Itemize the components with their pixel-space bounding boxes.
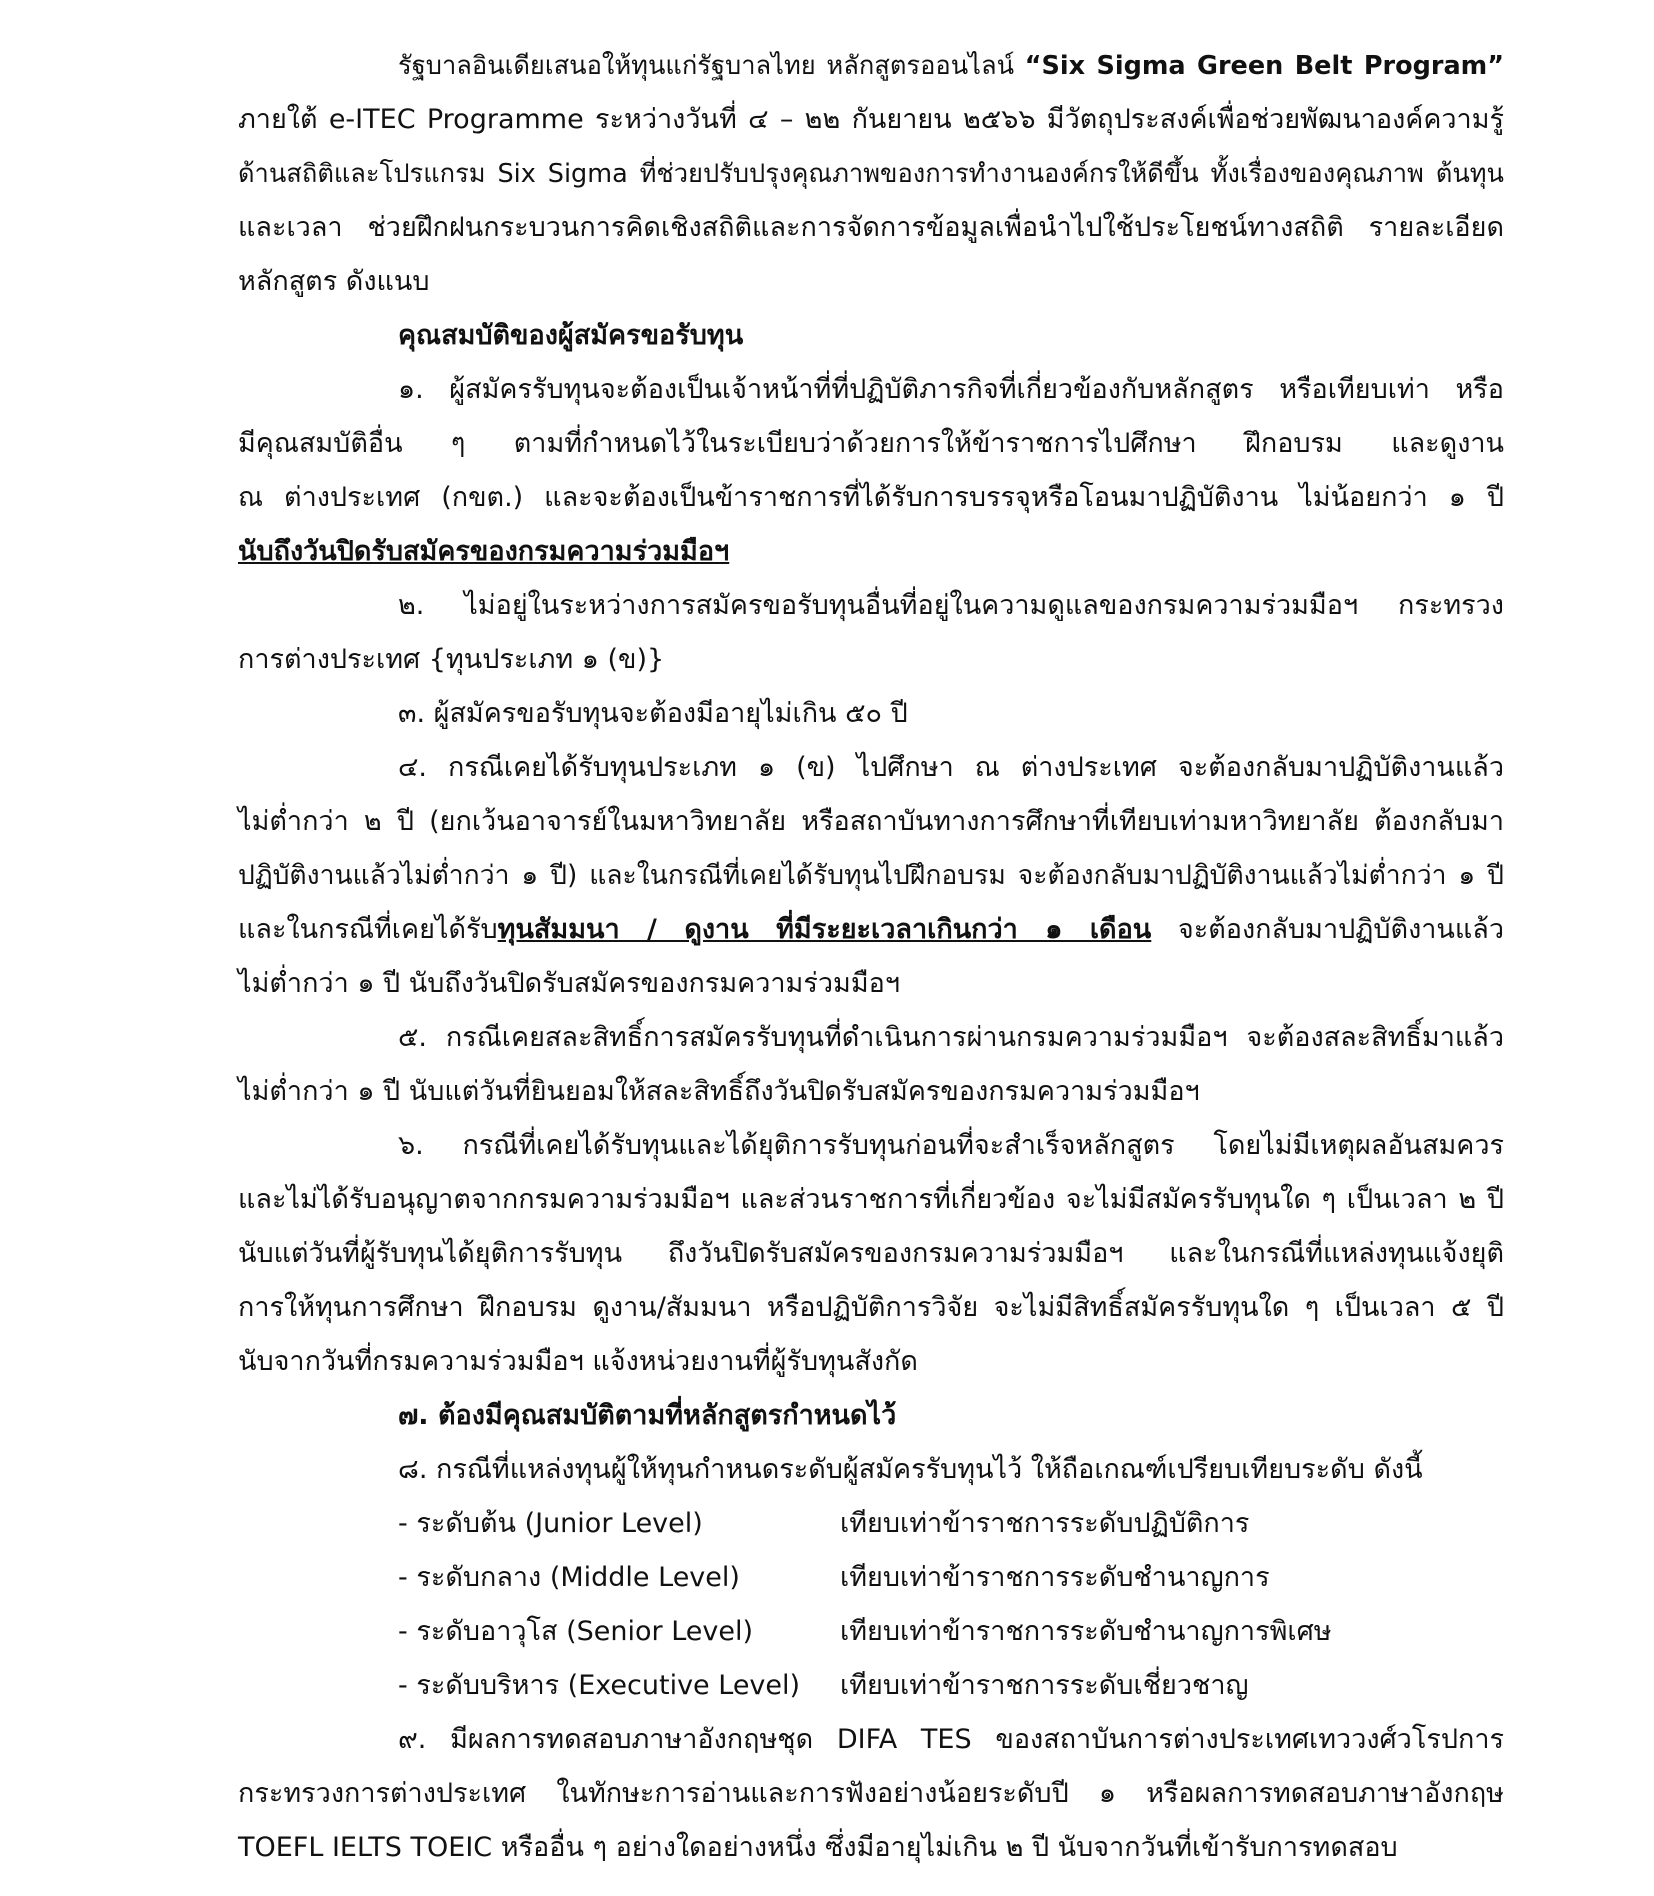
item9-line-1: ๙. มีผลการทดสอบภาษาอังกฤษชุด DIFA TES ของสถาบันการต่างประเทศเทววงศ์วโรปการ [398,1724,1504,1755]
intro-line-5: หลักสูตร ดังแนบ [238,266,430,297]
item4-line-1: ๔. กรณีเคยได้รับทุนประเภท ๑ (ข) ไปศึกษา ณ ต่างประเทศ จะต้องกลับมาปฏิบัติงานแล้ว [398,752,1504,783]
item9-line-2: กระทรวงการต่างประเทศ ในทักษะการอ่านและการฟังอย่างน้อยระดับปี ๑ หรือผลการทดสอบภาษาอังกฤษ [238,1778,1504,1809]
level-junior-name: - ระดับต้น (Junior Level) [398,1508,703,1539]
item4-text-end: จะต้องกลับมาปฏิบัติงานแล้ว [1151,914,1504,945]
item6-line-5: นับจากวันที่กรมความร่วมมือฯ แจ้งหน่วยงานที่ผู้รับทุนสังกัด [238,1346,918,1377]
item1-line-2: มีคุณสมบัติอื่น ๆ ตามที่กำหนดไว้ในระเบียบว่าด้วยการให้ข้าราชการไปศึกษา ฝึกอบรม และดูงาน [238,428,1504,459]
level-middle-name: - ระดับกลาง (Middle Level) [398,1562,740,1593]
item2-line-2: การต่างประเทศ {ทุนประเภท ๑ (ข)} [238,644,665,675]
level-executive-equivalent: เทียบเท่าข้าราชการระดับเชี่ยวชาญ [840,1670,1249,1701]
item4-text: และในกรณีที่เคยได้รับ [238,914,498,945]
section-heading: คุณสมบัติของผู้สมัครขอรับทุน [398,320,744,351]
intro-line-1 [398,46,1504,86]
item7-line-1: ๗. ต้องมีคุณสมบัติตามที่หลักสูตรกำหนดไว้ [398,1400,897,1431]
item4-line-4 [238,910,1504,950]
item1-line-4: นับถึงวันปิดรับสมัครของกรมความร่วมมือฯ [238,536,730,567]
level-middle-equivalent: เทียบเท่าข้าราชการระดับชำนาญการ [840,1562,1270,1593]
item4-line-2: ไม่ต่ำกว่า ๒ ปี (ยกเว้นอาจารย์ในมหาวิทยาลัย หรือสถาบันทางการศึกษาที่เทียบเท่ามหาวิทยาลัย ต้องกลับมา [238,806,1504,837]
item2-line-1: ๒. ไม่อยู่ในระหว่างการสมัครขอรับทุนอื่นที่อยู่ในความดูแลของกรมความร่วมมือฯ กระทรวง [398,590,1504,621]
level-junior-equivalent: เทียบเท่าข้าราชการระดับปฏิบัติการ [840,1508,1250,1539]
item5-line-1: ๕. กรณีเคยสละสิทธิ์การสมัครรับทุนที่ดำเนินการผ่านกรมความร่วมมือฯ จะต้องสละสิทธิ์มาแล้ว [398,1022,1504,1053]
item1-line-1: ๑. ผู้สมัครรับทุนจะต้องเป็นเจ้าหน้าที่ที่ปฏิบัติภารกิจที่เกี่ยวข้องกับหลักสูตร หรือเทียบเท่า หรือ [398,374,1504,405]
item4-emphasis: ทุนสัมมนา / ดูงาน ที่มีระยะเวลาเกินกว่า ๑ เดือน [497,914,1152,945]
intro-line-3: ด้านสถิติและโปรแกรม Six Sigma ที่ช่วยปรับปรุงคุณภาพของการทำงานองค์กรให้ดีขึ้น ทั้งเรื่องของคุณภาพ ต้นทุน [238,159,1504,189]
item3-line-1: ๓. ผู้สมัครขอรับทุนจะต้องมีอายุไม่เกิน ๕๐ ปี [398,698,908,729]
level-executive-name: - ระดับบริหาร (Executive Level) [398,1670,801,1701]
level-senior-equivalent: เทียบเท่าข้าราชการระดับชำนาญการพิเศษ [840,1616,1332,1647]
item8-line-1: ๘. กรณีที่แหล่งทุนผู้ให้ทุนกำหนดระดับผู้สมัครรับทุนไว้ ให้ถือเกณฑ์เปรียบเทียบระดับ ดังนี้ [398,1454,1423,1485]
item4-line-3: ปฏิบัติงานแล้วไม่ต่ำกว่า ๑ ปี) และในกรณีที่เคยได้รับทุนไปฝึกอบรม จะต้องกลับมาปฏิบัติงานแล้วไม่ต่ำกว่า ๑ ปี [238,860,1504,891]
item4-line-5: ไม่ต่ำกว่า ๑ ปี นับถึงวันปิดรับสมัครของกรมความร่วมมือฯ [238,968,900,999]
item6-line-1: ๖. กรณีที่เคยได้รับทุนและได้ยุติการรับทุนก่อนที่จะสำเร็จหลักสูตร โดยไม่มีเหตุผลอันสมควร [398,1130,1504,1161]
item1-line-3: ณ ต่างประเทศ (กขต.) และจะต้องเป็นข้าราชการที่ได้รับการบรรจุหรือโอนมาปฏิบัติงาน ไม่น้อยกว่า ๑ ปี [238,482,1504,513]
program-name: “Six Sigma Green Belt Program” [1024,51,1504,81]
intro-line-2: ภายใต้ e-ITEC Programme ระหว่างวันที่ ๔ – ๒๒ กันยายน ๒๕๖๖ มีวัตถุประสงค์เพื่อช่วยพัฒนาองค์ความรู้ [238,104,1504,135]
item6-line-4: การให้ทุนการศึกษา ฝึกอบรม ดูงาน/สัมมนา หรือปฏิบัติการวิจัย จะไม่มีสิทธิ์สมัครรับทุนใด ๆ เป็นเวลา ๕ ปี [238,1292,1504,1323]
intro-text: รัฐบาลอินเดียเสนอให้ทุนแก่รัฐบาลไทย หลักสูตรออนไลน์ [398,51,1025,81]
item9-line-3: TOEFL IELTS TOEIC หรืออื่น ๆ อย่างใดอย่างหนึ่ง ซึ่งมีอายุไม่เกิน ๒ ปี นับจากวันที่เข้ารับการทดสอบ [238,1832,1398,1863]
item6-line-2: และไม่ได้รับอนุญาตจากกรมความร่วมมือฯ และส่วนราชการที่เกี่ยวข้อง จะไม่มีสมัครรับทุนใด ๆ เป็นเวลา ๒ ปี [238,1184,1504,1215]
item5-line-2: ไม่ต่ำกว่า ๑ ปี นับแต่วันที่ยินยอมให้สละสิทธิ์ถึงวันปิดรับสมัครของกรมความร่วมมือฯ [238,1076,1200,1107]
level-senior-name: - ระดับอาวุโส (Senior Level) [398,1616,754,1647]
intro-line-4: และเวลา ช่วยฝึกฝนกระบวนการคิดเชิงสถิติและการจัดการข้อมูลเพื่อนำไปใช้ประโยชน์ทางสถิติ รายละเอียด [238,212,1504,243]
item6-line-3: นับแต่วันที่ผู้รับทุนได้ยุติการรับทุน ถึงวันปิดรับสมัครของกรมความร่วมมือฯ และในกรณีที่แหล่งทุนแจ้งยุติ [238,1238,1504,1269]
